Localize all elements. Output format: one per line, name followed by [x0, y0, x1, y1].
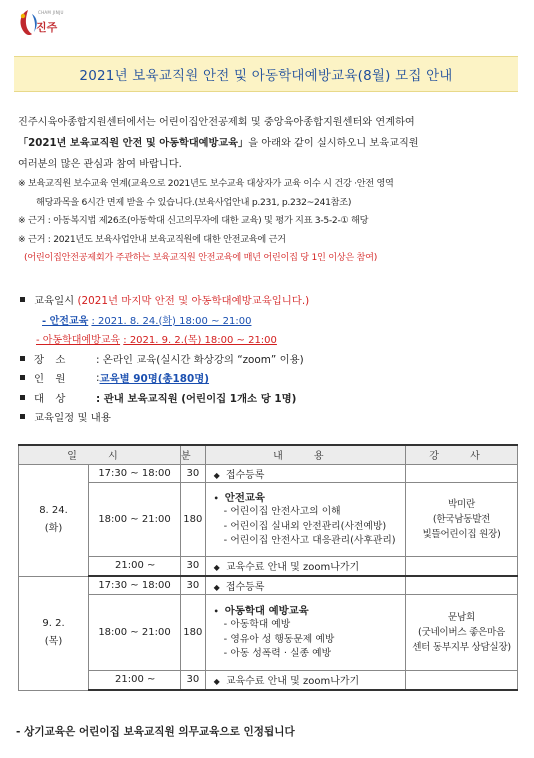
intro-line-1: 진주시육아종합지원센터에서는 어린이집안전공제회 및 중앙육아종합지원센터와 연계하여	[18, 117, 415, 128]
safety-value: : 2021. 8. 24.(화) 18:00 ~ 21:00	[91, 315, 252, 327]
diamond-icon: ◆	[213, 470, 220, 480]
date-line: 9. 2.	[42, 618, 65, 629]
content-item: - 아동 성폭력 · 실종 예방	[223, 648, 332, 660]
table-row	[19, 464, 518, 482]
date-weekday: (화)	[44, 523, 63, 534]
place-value: : 온라인 교육(실시간 화상강의 “zoom” 이용)	[96, 353, 304, 366]
date-line: 8. 24.	[39, 505, 68, 516]
instructor-affil: (한국남동발전	[432, 513, 491, 525]
content-item: - 어린이집 안전사고의 이해	[223, 506, 341, 518]
table-row	[19, 576, 518, 594]
content-item: - 어린이집 안전사고 대응관리(사후관리)	[223, 535, 396, 547]
content-cell	[205, 670, 405, 690]
title-banner	[14, 56, 518, 92]
diamond-icon: ◆	[213, 563, 220, 573]
abuse-value: : 2021. 9. 2.(목) 18:00 ~ 21:00	[123, 335, 277, 347]
logo-english: CHAM JINJU	[38, 10, 64, 15]
note-3-cont: (어린이집안전공제회가 주관하는 보육교직원 안전교육에 매년 어린이집 당 1인 이상은 참여)	[24, 252, 377, 263]
instructor-name: 문남희	[448, 611, 475, 623]
time-cell: 17:30 ~ 18:00	[89, 576, 181, 594]
instructor-cell	[406, 594, 518, 670]
intro-program-name: 「2021년 보육교직원 안전 및 아동학대예방교육」	[18, 138, 249, 149]
header-content: 내 용	[205, 445, 405, 464]
minutes-cell: 30	[181, 556, 206, 576]
content-item: - 영유아 성 행동문제 예방	[223, 633, 335, 645]
info-row-place	[18, 349, 518, 369]
content-title-text: 안전교육	[224, 492, 265, 505]
people-value: 교육별 90명(총180명)	[99, 373, 210, 386]
minutes-cell: 180	[181, 594, 206, 670]
time-cell: 18:00 ~ 21:00	[89, 594, 181, 670]
bullet-icon	[20, 356, 25, 361]
logo	[14, 6, 74, 44]
time-cell: 18:00 ~ 21:00	[89, 482, 181, 556]
date-weekday: (목)	[44, 636, 63, 647]
target-value: : 관내 보육교직원 (어린이집 1개소 당 1명)	[96, 392, 297, 405]
content-title	[214, 602, 405, 617]
period-note: (2021년 마지막 안전 및 아동학대예방교육입니다.)	[77, 295, 310, 308]
bullet-icon	[20, 375, 25, 380]
bullet-dot-icon: •	[213, 494, 219, 504]
minutes-cell: 180	[181, 482, 206, 556]
intro-line-2-rest: 을 아래와 같이 실시하오니 보육교직원	[248, 138, 419, 149]
minutes-cell: 30	[181, 464, 206, 482]
instructor-title: 센터 동부지부 상담실장)	[412, 641, 511, 653]
diamond-icon: ◆	[213, 582, 220, 592]
content-cell	[205, 482, 405, 556]
instructor-cell-empty	[406, 576, 518, 594]
header-instructor: 강 사	[406, 445, 518, 464]
content-text: 교육수료 안내 및 zoom나가기	[225, 676, 360, 688]
note-1: ※ 보육교직원 보수교육 연계(교육으로 2021년도 보수교육 대상자가 교육 이수 시 건강 ·안전 영역	[18, 178, 394, 189]
content-item: - 아동학대 예방	[223, 619, 291, 631]
table-row	[19, 482, 518, 556]
content-text: 접수등록	[225, 469, 265, 481]
note-3: ※ 근거 : 2021년도 보육사업안내 보육교직원에 대한 안전교육에 근거	[18, 233, 286, 245]
instructor-cell	[406, 482, 518, 556]
instructor-name: 박미란	[448, 498, 475, 510]
instructor-title: 빛뜰어린이집 원장)	[422, 528, 501, 540]
intro-line-3: 여러분의 많은 관심과 참여 바랍니다.	[18, 159, 182, 170]
people-label: 인 원	[34, 373, 70, 386]
info-row-period	[18, 290, 518, 310]
date-cell	[19, 464, 89, 576]
content-text: 교육수료 안내 및 zoom나가기	[225, 562, 360, 574]
info-row-people	[18, 368, 518, 388]
bullet-icon	[20, 414, 25, 419]
info-row-safety	[18, 310, 518, 330]
diamond-icon: ◆	[213, 677, 220, 687]
bullet-icon	[20, 297, 25, 302]
intro-section	[18, 112, 518, 268]
page-title: 2021년 보육교직원 안전 및 아동학대예방교육(8월) 모집 안내	[79, 68, 453, 84]
content-text: 접수등록	[225, 581, 265, 593]
instructor-cell-empty	[406, 670, 518, 690]
schedule-label: 교육일정 및 내용	[34, 412, 111, 425]
content-cell	[205, 556, 405, 576]
time-cell: 21:00 ~	[89, 670, 181, 690]
people-prefix: :	[96, 371, 100, 384]
instructor-cell-empty	[406, 556, 518, 576]
abuse-label: - 아동학대예방교육	[36, 335, 121, 347]
logo-text: 진주	[36, 21, 58, 34]
time-cell: 21:00 ~	[89, 556, 181, 576]
info-row-schedule	[18, 407, 518, 427]
minutes-cell: 30	[181, 670, 206, 690]
bullet-icon	[20, 395, 25, 400]
note-2: ※ 근거 : 아동복지법 제26조(아동학대 신고의무자에 대한 교육) 및 평가 지표 3-5-2-① 해당	[18, 215, 369, 226]
bullet-dot-icon: •	[213, 607, 219, 617]
content-cell	[205, 464, 405, 482]
minutes-cell: 30	[181, 576, 206, 594]
instructor-cell-empty	[406, 464, 518, 482]
table-row	[19, 556, 518, 576]
safety-label: - 안전교육	[42, 315, 89, 327]
target-label: 대 상	[34, 392, 70, 405]
date-cell	[19, 576, 89, 690]
info-row-target	[18, 388, 518, 408]
instructor-affil: (굿네이버스 좋은마음	[418, 626, 505, 638]
content-cell	[205, 576, 405, 594]
info-row-abuse	[18, 329, 518, 349]
info-section	[18, 290, 518, 427]
header-datetime: 일 시	[19, 445, 181, 464]
intro-line-2	[18, 133, 518, 154]
table-row	[19, 670, 518, 690]
table-row	[19, 594, 518, 670]
place-label: 장 소	[34, 353, 70, 366]
table-header-row	[19, 445, 518, 464]
note-1-cont: 해당과목을 6시간 면제 받을 수 있습니다.(보육사업안내 p.231, p.232~241참조)	[36, 196, 352, 208]
content-cell	[205, 594, 405, 670]
header-minutes: 분	[181, 445, 206, 464]
content-title-text: 아동학대 예방교육	[224, 605, 309, 618]
period-label: 교육일시	[34, 295, 75, 308]
schedule-table	[18, 444, 518, 691]
footer-note: - 상기교육은 어린이집 보육교직원 의무교육으로 인정됩니다	[16, 726, 295, 738]
content-title	[214, 489, 405, 504]
time-cell: 17:30 ~ 18:00	[89, 464, 181, 482]
content-item: - 어린이집 실내외 안전관리(사전예방)	[223, 520, 387, 532]
